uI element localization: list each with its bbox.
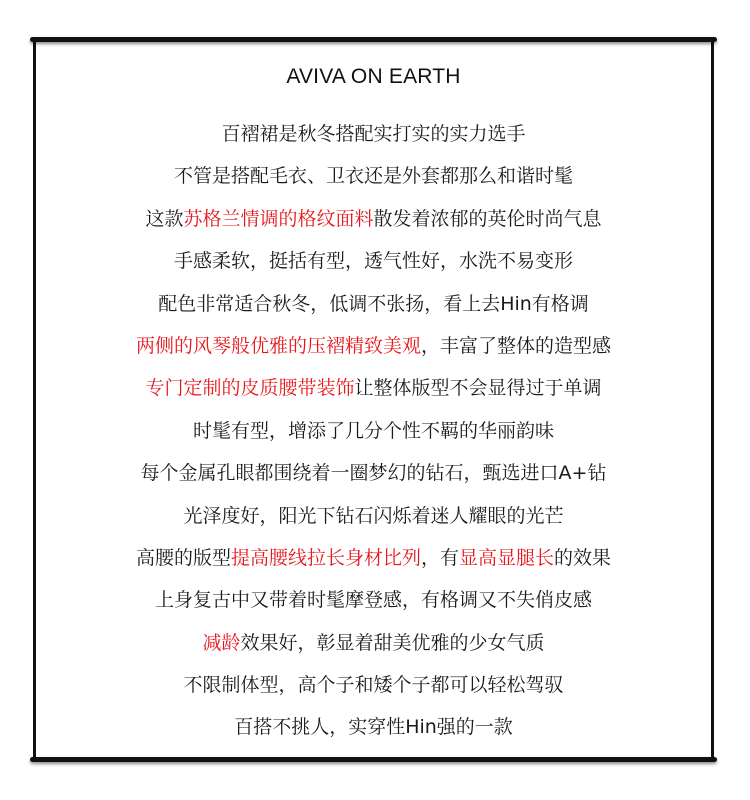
line-text: ，丰富了整体的造型感 <box>421 334 612 357</box>
description-line <box>36 452 711 494</box>
highlighted-text: 专门定制的皮质腰带装饰 <box>145 377 355 400</box>
description-line <box>36 537 711 579</box>
highlighted-text: 苏格兰情调的格纹面料 <box>183 207 374 230</box>
description-lines <box>36 113 711 749</box>
line-text: 不限制体型，高个子和矮个子都可以轻松驾驭 <box>183 674 564 697</box>
line-text: 光泽度好，阳光下钻石闪烁着迷人耀眼的光芒 <box>183 504 564 527</box>
line-text: 百褶裙是秋冬搭配实打实的实力选手 <box>221 123 526 145</box>
description-line <box>36 664 711 706</box>
highlighted-text: 提高腰线拉长身材比列 <box>230 546 421 569</box>
description-line <box>36 495 711 537</box>
description-line <box>36 410 711 452</box>
highlighted-text: 减龄 <box>202 631 241 654</box>
brand-title: AVIVA ON EARTH <box>286 65 461 88</box>
description-line <box>36 622 711 664</box>
description-line <box>36 325 711 367</box>
line-text: 每个金属孔眼都围绕着一圈梦幻的钻石，甄选进口A+钻 <box>140 462 607 485</box>
description-line <box>36 240 711 282</box>
line-text: 百搭不挑人，实穿性Hin强的一款 <box>234 716 513 739</box>
line-text: 让整体版型不会显得过于单调 <box>354 377 602 400</box>
description-line <box>36 579 711 621</box>
description-line <box>36 367 711 409</box>
description-line <box>36 155 711 197</box>
highlighted-text: 两侧的风琴般优雅的压褶精致美观 <box>135 334 421 357</box>
line-text: 配色非常适合秋冬，低调不张扬，看上去Hin有格调 <box>158 292 589 315</box>
line-text: 散发着浓郁的英伦时尚气息 <box>373 207 602 230</box>
line-text: 这款 <box>145 207 184 230</box>
description-line <box>36 706 711 748</box>
line-text: 不管是搭配毛衣、卫衣还是外套都那么和谐时髦 <box>173 165 573 188</box>
line-text: 效果好，彰显着甜美优雅的少女气质 <box>240 631 545 654</box>
line-text: 上身复古中又带着时髦摩登感，有格调又不失俏皮感 <box>154 589 592 612</box>
line-text: 的效果 <box>554 546 612 569</box>
description-line <box>36 283 711 325</box>
line-text: 手感柔软，挺括有型，透气性好，水洗不易变形 <box>173 250 573 273</box>
highlighted-text: 显高显腿长 <box>459 546 555 569</box>
description-card <box>33 39 714 760</box>
description-line <box>36 198 711 240</box>
line-text: 时髦有型，增添了几分个性不羁的华丽韵味 <box>192 419 554 442</box>
description-line <box>36 113 711 155</box>
line-text: 高腰的版型 <box>135 546 231 569</box>
line-text: ，有 <box>420 546 459 569</box>
